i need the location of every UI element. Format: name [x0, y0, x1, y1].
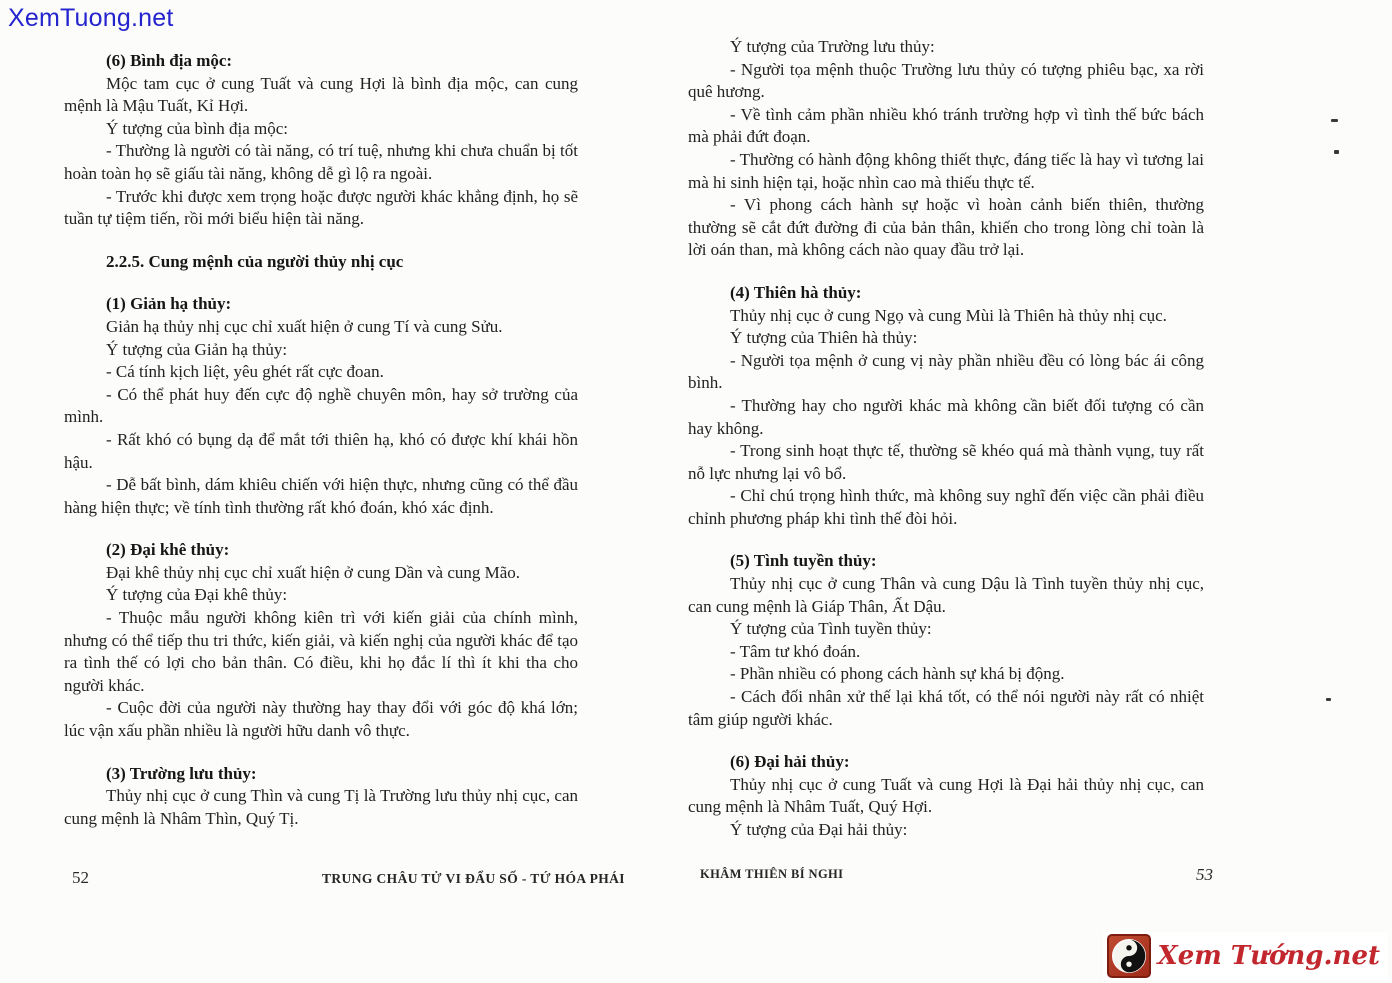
paragraph: - Trong sinh hoạt thực tế, thường sẽ khéo quá mà thành vụng, tuy rất nỗ lực nhưng lại vô bổ. — [688, 441, 1204, 483]
paragraph: - Cuộc đời của người này thường hay thay đổi với góc độ khá lớn; lúc vận xấu phần nhiều là người hữu danh vô thực. — [64, 698, 578, 741]
right-page-number: 53 — [1196, 865, 1213, 884]
paragraph: - Vì phong cách hành sự hoặc vì hoàn cảnh biến thiên, thường thường sẽ cắt đứt đường đi của bản thân, khiến cho trong lòng chỉ toàn là lời oán than, mà không cách nào quay đầu trở lại. — [688, 195, 1204, 260]
paragraph: - Có thể phát huy đến cực độ nghề chuyên môn, hay sở trường của mình. — [64, 384, 578, 427]
site-logo-text: Xem Tướng.net — [1157, 941, 1380, 971]
paragraph: Ý tượng của Đại hải thủy: — [730, 820, 908, 839]
paragraph: Thủy nhị cục ở cung Tuất và cung Hợi là Đại hải thủy nhị cục, can cung mệnh là Nhâm Tuất, Quý Hợi. — [688, 774, 1204, 817]
sub-heading: (3) Trường lưu thủy: — [106, 763, 257, 783]
paragraph: Mộc tam cục ở cung Tuất và cung Hợi là bình địa mộc, can cung mệnh là Mậu Tuất, Kỉ Hợi. — [64, 73, 578, 116]
paragraph: - Phần nhiều có phong cách hành sự khá bị động. — [730, 664, 1065, 684]
site-logo — [1103, 932, 1388, 980]
paragraph: Ý tượng của Thiên hà thủy: — [730, 328, 918, 348]
paragraph: - Cá tính kịch liệt, yêu ghét rất cực đoan. — [106, 362, 384, 382]
paragraph: - Người tọa mệnh thuộc Trường lưu thủy có tượng phiêu bạc, xa rời quê hương. — [688, 59, 1204, 102]
left-page-text — [64, 50, 578, 830]
paragraph: Ý tượng của Trường lưu thủy: — [730, 37, 935, 56]
paragraph: Thủy nhị cục ở cung Thân và cung Dậu là Tình tuyền thủy nhị cục, can cung mệnh là Giáp Thân, Ất Dậu. — [688, 574, 1204, 616]
paragraph: - Thường là người có tài năng, có trí tuệ, nhưng khi chưa chuẩn bị tốt hoàn toàn họ sẽ giấu tài năng, không dễ gì lộ ra ngoài. — [64, 141, 578, 183]
paragraph: - Dễ bất bình, dám khiêu chiến với hiện thực, nhưng cũng có thể đầu hàng hiện thực; về tính tình thường rất khó đoán, khó xác định. — [64, 475, 578, 517]
paragraph: Thủy nhị cục ở cung Thìn và cung Tị là Trường lưu thủy nhị cục, can cung mệnh là Nhâm Thìn, Quý Tị. — [64, 786, 578, 828]
paragraph: - Về tình cảm phần nhiều khó tránh trường hợp vì tình thế bức bách mà phải đứt đoạn. — [688, 104, 1204, 147]
sub-heading: (4) Thiên hà thủy: — [730, 282, 862, 302]
sub-heading: (1) Giản hạ thủy: — [106, 294, 232, 314]
sub-heading: (2) Đại khê thủy: — [106, 540, 230, 560]
paragraph: - Cách đối nhân xử thế lại khá tốt, có thể nói người này rất có nhiệt tâm giúp người khác. — [688, 687, 1204, 729]
paragraph: - Thường hay cho người khác mà không cần biết đối tượng có cần hay không. — [688, 395, 1204, 438]
scan-artifact — [1331, 119, 1338, 122]
section-heading: 2.2.5. Cung mệnh của người thủy nhị cục — [106, 251, 404, 271]
scan-artifact — [1326, 698, 1331, 701]
left-page-footer-title: TRUNG CHÂU TỬ VI ĐẨU SỐ - TỨ HÓA PHÁI — [322, 871, 625, 886]
paragraph: - Rất khó có bụng dạ để mắt tới thiên hạ, khó có được khí khái hồn hậu. — [64, 429, 578, 472]
paragraph: Ý tượng của Giản hạ thủy: — [106, 339, 288, 359]
paragraph: Giản hạ thủy nhị cục chỉ xuất hiện ở cung Tí và cung Sửu. — [106, 316, 503, 336]
yin-yang-icon — [1107, 934, 1151, 978]
right-page-footer-title: KHÂM THIÊN BÍ NGHI — [700, 867, 844, 881]
paragraph: Ý tượng của Đại khê thủy: — [106, 585, 288, 605]
site-watermark: XemTuong.net — [8, 4, 174, 32]
paragraph: - Chỉ chú trọng hình thức, mà không suy nghĩ đến việc cần phải điều chỉnh phương pháp khi tình thế đòi hỏi. — [688, 486, 1204, 528]
sub-heading: (6) Đại hải thủy: — [730, 752, 850, 772]
paragraph: Ý tượng của Tình tuyền thủy: — [730, 619, 932, 639]
sub-heading: (5) Tình tuyền thủy: — [730, 551, 877, 571]
paragraph: - Thuộc mẫu người không kiên trì với kiến giải của chính mình, nhưng có thể tiếp thu tri thức, kiến giải, và kiến nghị của người khác để tạo ra tình thế có lợi cho bản thân. Có điều, khi họ đắc lí thì ít khi tha cho người khác. — [64, 608, 578, 695]
paragraph: Đại khê thủy nhị cục chỉ xuất hiện ở cung Dần và cung Mão. — [106, 562, 521, 582]
paragraph: Ý tượng của bình địa mộc: — [106, 118, 289, 138]
sub-heading: (6) Bình địa mộc: — [106, 51, 233, 70]
paragraph: Thủy nhị cục ở cung Ngọ và cung Mùi là Thiên hà thủy nhị cục. — [730, 305, 1167, 325]
paragraph: - Trước khi được xem trọng hoặc được người khác khẳng định, họ sẽ tuần tự tiệm tiến, rồi mới biểu hiện tài năng. — [64, 186, 578, 229]
scan-artifact — [1334, 150, 1339, 154]
right-page-text — [688, 36, 1204, 842]
paragraph: - Tâm tư khó đoán. — [730, 641, 861, 661]
paragraph: - Thường có hành động không thiết thực, đáng tiếc là hay vì tương lai mà hi sinh hiện tại, hoặc nhìn cao mà thiếu thực tế. — [688, 149, 1204, 192]
left-page-number: 52 — [72, 868, 89, 887]
paragraph: - Người tọa mệnh ở cung vị này phần nhiều đều có lòng bác ái công bình. — [688, 350, 1204, 393]
